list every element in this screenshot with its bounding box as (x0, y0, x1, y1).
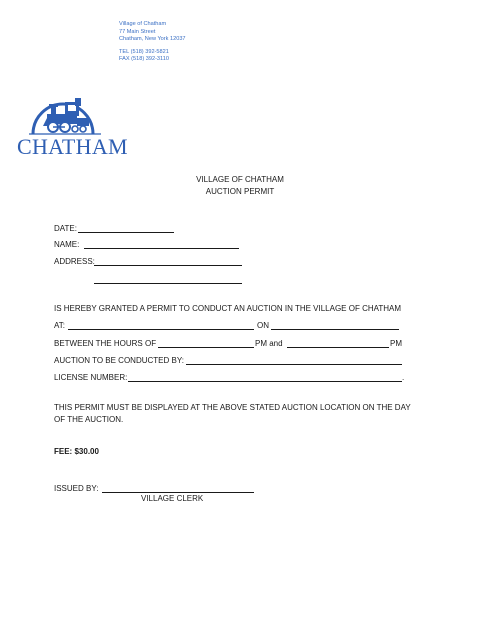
license-number-blank[interactable] (128, 381, 402, 382)
grant-statement: IS HEREBY GRANTED A PERMIT TO CONDUCT AN AUCTION IN THE VILLAGE OF CHATHAM (54, 304, 402, 313)
train-locomotive-icon (15, 90, 115, 136)
name-label: NAME: (54, 240, 80, 249)
address-blank-1[interactable] (94, 265, 242, 266)
date-blank[interactable] (78, 232, 174, 233)
display-notice: THIS PERMIT MUST BE DISPLAYED AT THE ABOVE STATED AUCTION LOCATION ON THE DAY OF THE AUCTION. (54, 403, 411, 424)
start-time-blank[interactable] (158, 347, 254, 348)
street-address: 77 Main Street (119, 28, 156, 35)
address-label: ADDRESS: (54, 257, 95, 266)
fee-line (54, 447, 99, 457)
location-blank[interactable] (68, 329, 254, 330)
on-label: ON (257, 321, 269, 330)
date-label: DATE: (54, 224, 77, 233)
logo-wordmark: CHATHAM (17, 134, 128, 159)
document-title: VILLAGE OF CHATHAM (196, 175, 284, 184)
name-blank[interactable] (84, 248, 239, 249)
pm-label: PM (390, 339, 402, 348)
telephone: TEL (518) 392-5821 (119, 48, 169, 55)
letterhead (119, 21, 186, 64)
license-number-label: LICENSE NUMBER: (54, 373, 128, 382)
date-field (54, 224, 77, 234)
city-state-zip: Chatham, New York 12037 (119, 36, 186, 43)
chatham-logo (15, 90, 128, 162)
address-field (54, 257, 95, 267)
end-time-blank[interactable] (287, 347, 389, 348)
fee-amount: $30.00 (74, 447, 99, 456)
between-hours-label: BETWEEN THE HOURS OF (54, 339, 157, 348)
village-clerk-caption: VILLAGE CLERK (141, 494, 204, 503)
date-on-blank[interactable] (271, 329, 399, 330)
conducted-by-label: AUCTION TO BE CONDUCTED BY: (54, 356, 184, 365)
issued-by-label: ISSUED BY: (54, 484, 99, 493)
license-period: . (402, 373, 405, 382)
document-subtitle: AUCTION PERMIT (205, 187, 275, 196)
address-blank-2[interactable] (94, 283, 242, 284)
at-label: AT: (54, 321, 65, 330)
fax: FAX (518) 392-3110 (119, 56, 169, 63)
issued-by-signature-line[interactable] (102, 492, 254, 493)
conducted-by-blank[interactable] (186, 364, 402, 365)
fee-label: FEE: (54, 447, 73, 456)
pm-and-label: PM and (255, 339, 283, 348)
village-name: Village of Chatham (119, 21, 167, 27)
name-field (54, 240, 79, 250)
